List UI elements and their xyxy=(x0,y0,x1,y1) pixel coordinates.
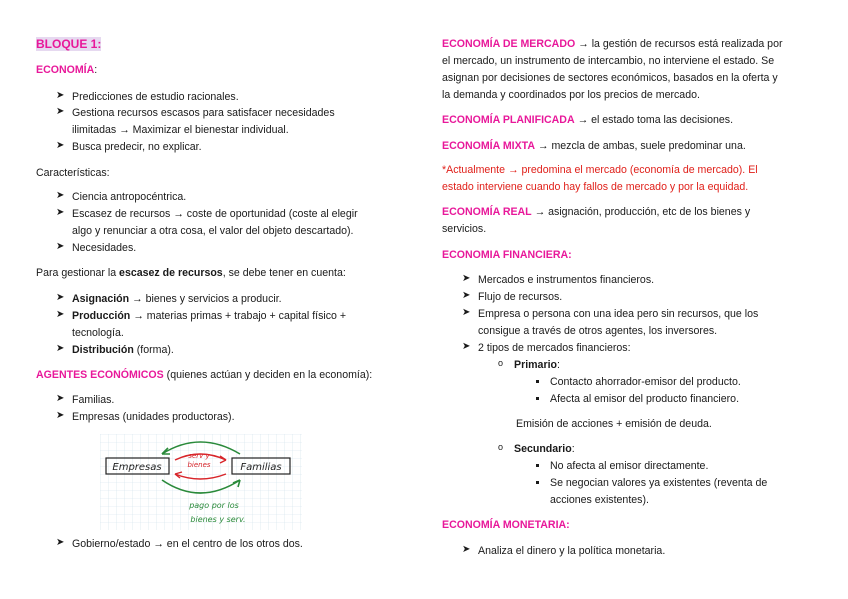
list-item: Predicciones de estudio racionales. xyxy=(72,91,239,103)
arrowhead-bullet-icon: ➤ xyxy=(462,290,471,301)
list-item: Asignación → bienes y servicios a producir. xyxy=(72,293,282,305)
list-item-cont: consigue a través de otros agentes, los inversores. xyxy=(478,325,718,337)
arrowhead-bullet-icon: ➤ xyxy=(56,343,65,354)
arrowhead-bullet-icon: ➤ xyxy=(56,393,65,404)
financiera-heading: ECONOMIA FINANCIERA: xyxy=(442,249,572,261)
list-item: Necesidades. xyxy=(72,242,137,254)
list-item: Flujo de recursos. xyxy=(478,291,563,303)
monetaria-heading: ECONOMÍA MONETARIA: xyxy=(442,519,570,531)
mixta-line: ECONOMÍA MIXTA → mezcla de ambas, suele predominar una. xyxy=(442,140,746,152)
mercado-line-3: asignan por decisiones de sectores económicos, basados en la oferta y xyxy=(442,72,778,84)
square-bullet-icon xyxy=(536,397,539,400)
list-item: Distribución (forma). xyxy=(72,344,174,356)
circle-bullet-icon: o xyxy=(498,442,504,452)
arrowhead-bullet-icon: ➤ xyxy=(462,341,471,352)
list-item: Empresa o persona con una idea pero sin recursos, que los xyxy=(478,308,759,320)
square-bullet-icon xyxy=(536,481,539,484)
list-item-cont: acciones existentes). xyxy=(550,494,649,506)
list-item: No afecta al emisor directamente. xyxy=(550,460,709,472)
arrowhead-bullet-icon: ➤ xyxy=(56,90,65,101)
list-item: Afecta al emisor del producto financiero. xyxy=(550,393,740,405)
mercado-line-2: el mercado, un instrumento de intercambio, no interviene el estado. Se xyxy=(442,55,775,67)
list-item: Contacto ahorrador-emisor del producto. xyxy=(550,376,741,388)
planificada-line: ECONOMÍA PLANIFICADA → el estado toma las decisiones. xyxy=(442,114,734,126)
circle-bullet-icon: o xyxy=(498,358,504,368)
list-item: Escasez de recursos → coste de oportunidad (coste al elegir xyxy=(72,208,358,220)
real-cont: servicios. xyxy=(442,223,487,235)
list-item: Producción → materias primas + trabajo + capital físico + xyxy=(72,310,347,322)
list-item: 2 tipos de mercados financieros: xyxy=(478,342,631,354)
list-item-cont: ilimitadas → Maximizar el bienestar individual. xyxy=(72,124,289,136)
list-item: Mercados e instrumentos financieros. xyxy=(478,274,655,286)
real-line: ECONOMÍA REAL → asignación, producción, etc de los bienes y xyxy=(442,206,751,218)
caracteristicas-label: Características: xyxy=(36,167,110,179)
square-bullet-icon xyxy=(536,464,539,467)
square-bullet-icon xyxy=(536,380,539,383)
arrowhead-bullet-icon: ➤ xyxy=(56,309,65,320)
arrowhead-bullet-icon: ➤ xyxy=(56,292,65,303)
arrowhead-bullet-icon: ➤ xyxy=(56,140,65,151)
secundario-item: Secundario: xyxy=(514,443,575,455)
mercado-line-1: ECONOMÍA DE MERCADO → la gestión de recursos está realizada por xyxy=(442,38,783,50)
arrowhead-bullet-icon: ➤ xyxy=(462,544,471,555)
arrowhead-bullet-icon: ➤ xyxy=(56,190,65,201)
list-item: Ciencia antropocéntrica. xyxy=(72,191,187,203)
list-item-cont: tecnología. xyxy=(72,327,124,339)
gestionar-text: Para gestionar la escasez de recursos, se debe tener en cuenta: xyxy=(36,267,346,279)
economia-heading: ECONOMÍA: xyxy=(36,64,98,76)
agentes-heading: AGENTES ECONÓMICOS (quienes actúan y deciden en la economía): xyxy=(36,369,373,381)
pago-label-2: bienes y serv. xyxy=(190,515,246,524)
flow-diagram xyxy=(100,434,302,530)
serv-label: serv y xyxy=(188,452,210,460)
arrowhead-bullet-icon: ➤ xyxy=(56,241,65,252)
bienes-label: bienes xyxy=(187,461,211,469)
list-item-cont: algo y renunciar a otra cosa, el valor del objeto descartado). xyxy=(72,225,354,237)
list-item: Gestiona recursos escasos para satisfacer necesidades xyxy=(72,107,335,119)
list-item: Gobierno/estado → en el centro de los otros dos. xyxy=(72,538,303,550)
arrowhead-bullet-icon: ➤ xyxy=(56,537,65,548)
emision-text: Emisión de acciones + emisión de deuda. xyxy=(516,418,712,430)
empresas-label: Empresas xyxy=(112,462,162,473)
arrowhead-bullet-icon: ➤ xyxy=(56,207,65,218)
primario-item: Primario: xyxy=(514,359,560,371)
familias-label: Familias xyxy=(240,462,282,473)
list-item: Empresas (unidades productoras). xyxy=(72,411,235,423)
list-item: Familias. xyxy=(72,394,115,406)
list-item: Busca predecir, no explicar. xyxy=(72,141,202,153)
pago-label-1: pago por los xyxy=(189,501,239,510)
actual-note-1: *Actualmente → predomina el mercado (economía de mercado). El xyxy=(442,164,758,176)
bloque-title: BLOQUE 1: xyxy=(36,37,102,51)
arrowhead-bullet-icon: ➤ xyxy=(462,307,471,318)
arrowhead-bullet-icon: ➤ xyxy=(56,106,65,117)
actual-note-2: estado interviene cuando hay fallos de mercado y por la equidad. xyxy=(442,181,749,193)
arrowhead-bullet-icon: ➤ xyxy=(462,273,471,284)
list-item: Analiza el dinero y la política monetaria. xyxy=(478,545,666,557)
mercado-line-4: la demanda y coordinados por los precios de mercado. xyxy=(442,89,700,101)
list-item: Se negocian valores ya existentes (reventa de xyxy=(550,477,768,489)
arrowhead-bullet-icon: ➤ xyxy=(56,410,65,421)
